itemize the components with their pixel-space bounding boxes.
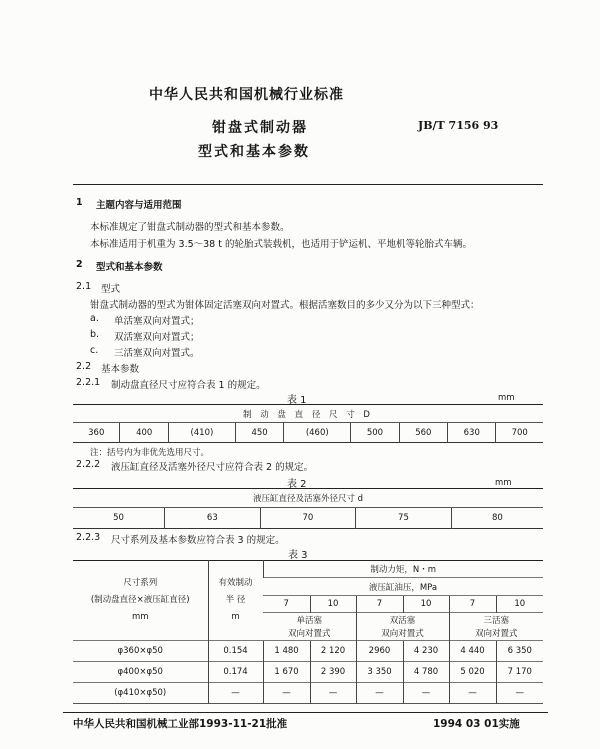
table3-size-cell: φ400×φ50: [73, 662, 208, 683]
table3-size-desc: (制动盘直径×液压缸直径): [90, 595, 190, 605]
table3-type-line1: 单活塞: [263, 613, 356, 627]
table1-note: 注：括号内为非优先选用尺寸。: [90, 448, 210, 458]
table2-cell: 75: [356, 508, 452, 529]
table3-torque-cell: 1 670: [263, 662, 310, 683]
table2-cell: 50: [113, 513, 124, 523]
table3-torque-cell: 2 390: [310, 662, 356, 683]
table2-cell: 70: [260, 508, 356, 529]
table3-size-header: [73, 561, 208, 641]
table3-type-line2: 双向对置式: [449, 627, 543, 641]
table3-caption: 表 3: [288, 550, 308, 561]
table3-size-cell: φ360×φ50: [73, 641, 208, 662]
section2-number: 2: [76, 259, 83, 270]
table3-radius-label: 有效制动: [218, 578, 253, 588]
table3-torque-cell: —: [449, 683, 496, 704]
table3-type-line1: 双活塞: [356, 613, 449, 627]
table3-size-unit: mm: [131, 612, 149, 622]
table1-unit: mm: [498, 393, 515, 403]
list-item-a-mark: a.: [90, 313, 99, 324]
section2-2-number: 2.2: [76, 361, 92, 372]
table3-type-line1: 三活塞: [449, 613, 543, 627]
list-item-a: 单活塞双向对置式；: [114, 316, 200, 327]
table2-cell: 80: [451, 508, 543, 529]
effective-date: 1994 03 01实施: [433, 718, 520, 730]
table3-torque-cell: 2960: [356, 641, 403, 662]
table3-torque-cell: 4 440: [449, 641, 496, 662]
table3-radius-cell: —: [208, 683, 263, 704]
table-row: [73, 662, 543, 683]
table3-radius-cell: 0.174: [208, 662, 263, 683]
table3-radius-header: [208, 561, 263, 641]
section2-1-paragraph: 钳盘式制动器的型式为钳体固定活塞双向对置式。根据活塞数目的多少又分为以下三种型式：: [90, 300, 480, 311]
table1-cell: 360: [88, 427, 105, 438]
table3-torque-cell: 7 170: [496, 662, 543, 683]
page-subtitle: 型式和基本参数: [198, 144, 310, 160]
table3-pressure-header: 液压缸油压，MPa: [263, 578, 543, 596]
table-row: [73, 641, 543, 662]
section2-2-heading: 基本参数: [101, 364, 140, 375]
table3-pressure-value: 10: [310, 596, 356, 613]
table2: [73, 488, 543, 529]
section2-1-number: 2.1: [76, 281, 92, 292]
table3-pressure-value: 7: [449, 596, 496, 613]
table3-size-cell: (φ410×φ50): [73, 683, 208, 704]
table1-cell: 500: [351, 423, 399, 443]
table3-pressure-value: 10: [403, 596, 449, 613]
section2-2-2-text: 液压缸直径及活塞外径尺寸应符合表 2 的规定。: [111, 462, 314, 473]
table1-cell: 700: [496, 423, 543, 443]
table3-torque-cell: —: [310, 683, 356, 704]
table3-radius-label2: 半 径: [225, 595, 246, 605]
table3-torque-cell: —: [403, 683, 449, 704]
table-row: [73, 683, 543, 704]
section2-2-2-number: 2.2.2: [76, 459, 101, 470]
section1-paragraph2: 本标准适用于机重为 3.5～38 t 的轮胎式装载机，也适用于铲运机、平地机等轮胎式车辆。: [90, 239, 472, 250]
header-divider: [73, 184, 543, 185]
table3-torque-cell: 2 120: [310, 641, 356, 662]
section2-heading: 型式和基本参数: [96, 262, 163, 273]
table2-unit: mm: [495, 478, 512, 488]
section2-2-3-text: 尺寸系列及基本参数应符合表 3 的规定。: [111, 535, 285, 546]
section2-1-heading: 型式: [101, 284, 121, 295]
table1-cell: (460): [284, 423, 351, 443]
table1-caption: 表 1: [287, 395, 307, 406]
table3-pressure-value: 10: [496, 596, 543, 613]
table3-type-line2: 双向对置式: [356, 627, 449, 641]
table1-cell: (410): [168, 423, 235, 443]
table3-torque-cell: —: [356, 683, 403, 704]
table1-cell: 630: [448, 423, 496, 443]
table3-torque-header: 制动力矩，N・m: [263, 561, 543, 578]
table1-cell: 400: [120, 423, 168, 443]
table3-torque-cell: 3 350: [356, 662, 403, 683]
table3-torque-cell: —: [263, 683, 310, 704]
table3-torque-cell: 6 350: [496, 641, 543, 662]
section1-paragraph1: 本标准规定了钳盘式制动器的型式和基本参数。: [90, 222, 290, 233]
table3-radius-cell: 0.154: [208, 641, 263, 662]
table3-torque-cell: 4 780: [403, 662, 449, 683]
table3-type-line2: 双向对置式: [287, 629, 331, 640]
table3-pressure-value: 7: [263, 596, 310, 613]
table3-torque-cell: 1 480: [263, 641, 310, 662]
table2-caption: 表 2: [287, 479, 307, 490]
section2-2-3-number: 2.2.3: [76, 532, 101, 543]
table3-torque-cell: —: [496, 683, 543, 704]
table3-torque-cell: 4 230: [403, 641, 449, 662]
footer-divider: [63, 712, 548, 713]
standard-body: 中华人民共和国机械行业标准: [149, 87, 344, 103]
list-item-c-mark: c.: [90, 345, 99, 356]
section1-number: 1: [76, 197, 83, 208]
table3-pressure-value: 7: [356, 596, 403, 613]
table3-radius-unit: m: [231, 612, 240, 622]
table1-cell: 560: [399, 423, 447, 443]
table1-cell: 450: [235, 423, 283, 443]
approval-note: 中华人民共和国机械工业部1993-11-21批准: [73, 718, 288, 730]
list-item-b: 双活塞双向对置式；: [114, 332, 200, 343]
section2-2-1-number: 2.2.1: [76, 377, 101, 388]
table2-cell: 63: [165, 508, 261, 529]
list-item-c: 三活塞双向对置式。: [114, 348, 200, 359]
section2-2-1-text: 制动盘直径尺寸应符合表 1 的规定。: [111, 380, 266, 391]
table2-header: 液压缸直径及活塞外径尺寸 d: [73, 489, 543, 508]
table3: [73, 560, 543, 704]
table3-torque-cell: 5 020: [449, 662, 496, 683]
standard-code: JB/T 7156 93: [418, 119, 499, 132]
section1-heading: 主题内容与适用范围: [96, 200, 182, 211]
page-title: 钳盘式制动器: [212, 120, 308, 136]
table1-header: 制 动 盘 直 径 尺 寸 D: [73, 405, 543, 423]
list-item-b-mark: b.: [90, 329, 100, 340]
table3-size-label: 尺寸系列: [123, 578, 158, 588]
table1: [73, 404, 543, 443]
